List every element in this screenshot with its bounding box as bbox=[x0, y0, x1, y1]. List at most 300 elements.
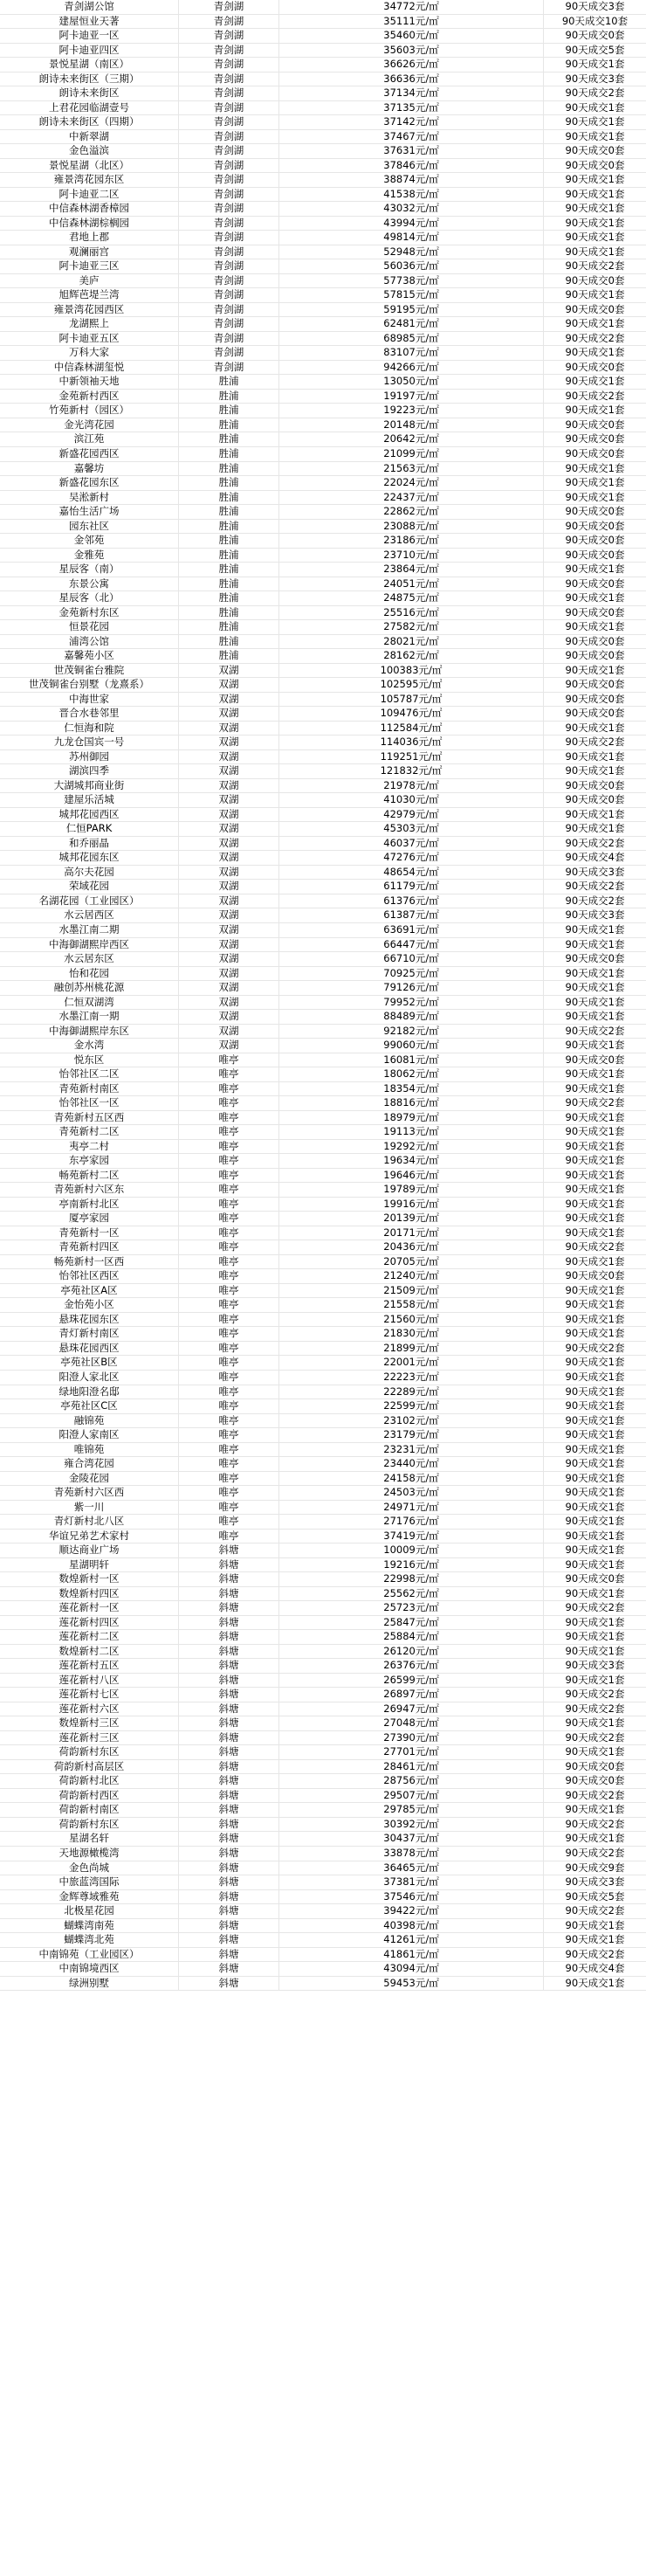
community-name-cell: 金苑新村东区 bbox=[0, 606, 179, 620]
unit-price-cell: 21830元/㎡ bbox=[279, 1327, 544, 1341]
unit-price-cell: 41861元/㎡ bbox=[279, 1948, 544, 1962]
table-row bbox=[0, 390, 646, 404]
table-row bbox=[0, 1861, 646, 1876]
district-cell: 双湖 bbox=[179, 1010, 279, 1024]
table-row bbox=[0, 1125, 646, 1140]
district-cell: 胜浦 bbox=[179, 505, 279, 519]
district-cell: 双湖 bbox=[179, 908, 279, 922]
community-name-cell: 中南锦苑（工业园区） bbox=[0, 1948, 179, 1962]
deals-90-days-cell: 90天成交2套 bbox=[565, 259, 625, 273]
deals-90-days-cell: 90天成交1套 bbox=[565, 721, 625, 734]
deals-90-days-cell: 90天成交1套 bbox=[565, 1716, 625, 1730]
deals-90-days-cell: 90天成交2套 bbox=[565, 1730, 625, 1744]
community-name-cell: 园东社区 bbox=[0, 520, 179, 534]
community-name-cell: 苏州御园 bbox=[0, 750, 179, 764]
deals-90-days-cell: 90天成交1套 bbox=[565, 1385, 625, 1398]
deals-90-days-cell: 90天成交1套 bbox=[565, 1226, 625, 1239]
deals-90-days-cell: 90天成交0套 bbox=[565, 1759, 625, 1772]
unit-price-cell: 36626元/㎡ bbox=[279, 58, 544, 72]
unit-price-cell: 24875元/㎡ bbox=[279, 591, 544, 605]
district-cell: 胜浦 bbox=[179, 418, 279, 432]
deals-90-days-cell: 90天成交1套 bbox=[565, 1168, 625, 1181]
district-cell: 双湖 bbox=[179, 736, 279, 749]
unit-price-cell: 46037元/㎡ bbox=[279, 837, 544, 851]
district-cell: 斜塘 bbox=[179, 1587, 279, 1601]
unit-price-cell: 61376元/㎡ bbox=[279, 894, 544, 908]
deals-90-days-cell: 90天成交3套 bbox=[565, 1659, 625, 1672]
table-row bbox=[0, 432, 646, 447]
deals-90-days-cell: 90天成交1套 bbox=[565, 1471, 625, 1484]
table-row bbox=[0, 101, 646, 116]
deals-90-days-cell: 90天成交0套 bbox=[565, 1269, 625, 1282]
table-row bbox=[0, 793, 646, 808]
unit-price-cell: 25562元/㎡ bbox=[279, 1587, 544, 1601]
deals-90-days-cell: 90天成交2套 bbox=[565, 389, 625, 402]
deals-90-days-cell: 90天成交1套 bbox=[565, 937, 625, 950]
deals-90-days-cell: 90天成交2套 bbox=[565, 1947, 625, 1960]
district-cell: 唯亭 bbox=[179, 1067, 279, 1081]
unit-price-cell: 27582元/㎡ bbox=[279, 620, 544, 634]
district-cell: 斜塘 bbox=[179, 1962, 279, 1976]
deals-90-days-cell: 90天成交0套 bbox=[565, 678, 625, 691]
district-cell: 斜塘 bbox=[179, 1789, 279, 1803]
district-cell: 胜浦 bbox=[179, 375, 279, 389]
unit-price-cell: 24503元/㎡ bbox=[279, 1486, 544, 1500]
deals-90-days-cell: 90天成交1套 bbox=[565, 764, 625, 777]
unit-price-cell: 18062元/㎡ bbox=[279, 1067, 544, 1081]
community-name-cell: 莲花新村七区 bbox=[0, 1688, 179, 1702]
table-row bbox=[0, 1472, 646, 1487]
unit-price-cell: 27390元/㎡ bbox=[279, 1731, 544, 1745]
district-cell: 唯亭 bbox=[179, 1342, 279, 1356]
table-row bbox=[0, 1803, 646, 1818]
table-row bbox=[0, 1284, 646, 1299]
table-row bbox=[0, 1745, 646, 1760]
district-cell: 唯亭 bbox=[179, 1486, 279, 1500]
unit-price-cell: 13050元/㎡ bbox=[279, 375, 544, 389]
district-cell: 唯亭 bbox=[179, 1226, 279, 1240]
deals-90-days-cell: 90天成交2套 bbox=[565, 836, 625, 849]
deals-90-days-cell: 90天成交0套 bbox=[565, 446, 625, 459]
unit-price-cell: 21899元/㎡ bbox=[279, 1342, 544, 1356]
community-name-cell: 大湖城邦商业街 bbox=[0, 779, 179, 793]
unit-price-cell: 25516元/㎡ bbox=[279, 606, 544, 620]
district-cell: 青剑湖 bbox=[179, 346, 279, 360]
district-cell: 斜塘 bbox=[179, 1948, 279, 1962]
table-row bbox=[0, 1067, 646, 1082]
table-row bbox=[0, 1486, 646, 1501]
table-row bbox=[0, 0, 646, 15]
district-cell: 青剑湖 bbox=[179, 188, 279, 202]
table-row bbox=[0, 1501, 646, 1516]
table-row bbox=[0, 1716, 646, 1731]
unit-price-cell: 40398元/㎡ bbox=[279, 1919, 544, 1933]
deals-90-days-cell: 90天成交1套 bbox=[565, 490, 625, 503]
community-name-cell: 新盛花园西区 bbox=[0, 447, 179, 461]
district-cell: 青剑湖 bbox=[179, 361, 279, 375]
deals-90-days-cell: 90天成交1套 bbox=[565, 129, 625, 142]
table-row bbox=[0, 144, 646, 159]
district-cell: 胜浦 bbox=[179, 390, 279, 404]
district-cell: 胜浦 bbox=[179, 606, 279, 620]
community-name-cell: 朗诗未来街区（三期） bbox=[0, 73, 179, 86]
community-name-cell: 荷韵新村北区 bbox=[0, 1774, 179, 1788]
deals-90-days-cell: 90天成交2套 bbox=[565, 1688, 625, 1701]
district-cell: 青剑湖 bbox=[179, 288, 279, 302]
district-cell: 唯亭 bbox=[179, 1169, 279, 1183]
table-row bbox=[0, 1154, 646, 1169]
deals-90-days-cell: 90天成交1套 bbox=[565, 1110, 625, 1123]
deals-90-days-cell: 90天成交2套 bbox=[565, 880, 625, 893]
deals-90-days-cell: 90天成交5套 bbox=[565, 1889, 625, 1903]
deals-90-days-cell: 90天成交1套 bbox=[565, 245, 625, 258]
unit-price-cell: 28756元/㎡ bbox=[279, 1774, 544, 1788]
community-name-cell: 雍景湾花园西区 bbox=[0, 303, 179, 317]
deals-90-days-cell: 90天成交2套 bbox=[565, 894, 625, 907]
deals-90-days-cell: 90天成交0套 bbox=[565, 360, 625, 373]
deals-90-days-cell: 90天成交1套 bbox=[565, 981, 625, 994]
community-name-cell: 青苑新村一区 bbox=[0, 1226, 179, 1240]
unit-price-cell: 37135元/㎡ bbox=[279, 101, 544, 115]
table-row bbox=[0, 808, 646, 823]
table-row bbox=[0, 1616, 646, 1631]
community-name-cell: 世茂铜雀台别墅（龙熹系） bbox=[0, 678, 179, 692]
community-name-cell: 唯锦苑 bbox=[0, 1443, 179, 1457]
table-row bbox=[0, 1818, 646, 1833]
community-name-cell: 世茂铜雀台雅院 bbox=[0, 664, 179, 678]
unit-price-cell: 112584元/㎡ bbox=[279, 722, 544, 736]
community-name-cell: 名湖花园（工业园区） bbox=[0, 894, 179, 908]
unit-price-cell: 22862元/㎡ bbox=[279, 505, 544, 519]
table-row bbox=[0, 491, 646, 506]
district-cell: 唯亭 bbox=[179, 1457, 279, 1471]
unit-price-cell: 35603元/㎡ bbox=[279, 44, 544, 58]
table-row bbox=[0, 764, 646, 779]
district-cell: 青剑湖 bbox=[179, 217, 279, 231]
district-cell: 斜塘 bbox=[179, 1731, 279, 1745]
district-cell: 双湖 bbox=[179, 722, 279, 736]
table-row bbox=[0, 173, 646, 188]
deals-90-days-cell: 90天成交1套 bbox=[565, 749, 625, 763]
table-row bbox=[0, 418, 646, 433]
unit-price-cell: 47276元/㎡ bbox=[279, 851, 544, 865]
table-row bbox=[0, 1399, 646, 1414]
district-cell: 胜浦 bbox=[179, 491, 279, 505]
unit-price-cell: 70925元/㎡ bbox=[279, 967, 544, 981]
table-row bbox=[0, 837, 646, 852]
district-cell: 双湖 bbox=[179, 822, 279, 836]
district-cell: 斜塘 bbox=[179, 1616, 279, 1630]
community-name-cell: 高尔夫花园 bbox=[0, 866, 179, 880]
community-name-cell: 荷韵新村东区 bbox=[0, 1818, 179, 1832]
table-row bbox=[0, 1082, 646, 1097]
community-name-cell: 阳澄人家南区 bbox=[0, 1428, 179, 1442]
deals-90-days-cell: 90天成交3套 bbox=[565, 1875, 625, 1889]
table-row bbox=[0, 1240, 646, 1255]
deals-90-days-cell: 90天成交0套 bbox=[565, 692, 625, 705]
district-cell: 胜浦 bbox=[179, 591, 279, 605]
district-cell: 斜塘 bbox=[179, 1875, 279, 1889]
deals-90-days-cell: 90天成交1套 bbox=[565, 1067, 625, 1081]
community-name-cell: 数煌新村四区 bbox=[0, 1587, 179, 1601]
unit-price-cell: 27701元/㎡ bbox=[279, 1745, 544, 1759]
deals-90-days-cell: 90天成交1套 bbox=[565, 288, 625, 301]
deals-90-days-cell: 90天成交1套 bbox=[565, 1529, 625, 1542]
unit-price-cell: 39422元/㎡ bbox=[279, 1904, 544, 1918]
community-name-cell: 阿卡迪亚一区 bbox=[0, 29, 179, 43]
deals-90-days-cell: 90天成交1套 bbox=[565, 1039, 625, 1052]
unit-price-cell: 36636元/㎡ bbox=[279, 73, 544, 86]
unit-price-cell: 29785元/㎡ bbox=[279, 1803, 544, 1817]
community-name-cell: 亭苑社区B区 bbox=[0, 1356, 179, 1370]
deals-90-days-cell: 90天成交1套 bbox=[565, 58, 625, 71]
unit-price-cell: 48654元/㎡ bbox=[279, 866, 544, 880]
table-row bbox=[0, 130, 646, 145]
community-name-cell: 朗诗未来街区 bbox=[0, 86, 179, 100]
unit-price-cell: 21509元/㎡ bbox=[279, 1284, 544, 1298]
unit-price-cell: 22998元/㎡ bbox=[279, 1572, 544, 1586]
community-name-cell: 中信森林湖香樟园 bbox=[0, 202, 179, 216]
unit-price-cell: 37381元/㎡ bbox=[279, 1875, 544, 1889]
table-row bbox=[0, 159, 646, 174]
community-name-cell: 青苑新村六区东 bbox=[0, 1183, 179, 1197]
unit-price-cell: 43032元/㎡ bbox=[279, 202, 544, 216]
unit-price-cell: 16081元/㎡ bbox=[279, 1053, 544, 1067]
unit-price-cell: 20642元/㎡ bbox=[279, 432, 544, 446]
unit-price-cell: 19197元/㎡ bbox=[279, 390, 544, 404]
community-name-cell: 嘉馨苑小区 bbox=[0, 649, 179, 663]
unit-price-cell: 37631元/㎡ bbox=[279, 144, 544, 158]
community-name-cell: 万科大家 bbox=[0, 346, 179, 360]
deals-90-days-cell: 90天成交1套 bbox=[565, 1212, 625, 1225]
district-cell: 双湖 bbox=[179, 923, 279, 937]
table-row bbox=[0, 1269, 646, 1284]
community-name-cell: 建屋乐活城 bbox=[0, 793, 179, 807]
table-row bbox=[0, 1774, 646, 1789]
deals-90-days-cell: 90天成交1套 bbox=[565, 966, 625, 979]
table-row bbox=[0, 288, 646, 303]
community-name-cell: 吴淞新村 bbox=[0, 491, 179, 505]
table-row bbox=[0, 317, 646, 332]
table-row bbox=[0, 1342, 646, 1357]
unit-price-cell: 42979元/㎡ bbox=[279, 808, 544, 822]
community-name-cell: 怡和花园 bbox=[0, 967, 179, 981]
district-cell: 唯亭 bbox=[179, 1313, 279, 1327]
deals-90-days-cell: 90天成交1套 bbox=[565, 476, 625, 489]
deals-90-days-cell: 90天成交0套 bbox=[565, 29, 625, 42]
table-row bbox=[0, 1587, 646, 1602]
table-row bbox=[0, 750, 646, 765]
table-row bbox=[0, 563, 646, 577]
district-cell: 双湖 bbox=[179, 693, 279, 707]
unit-price-cell: 57738元/㎡ bbox=[279, 274, 544, 288]
unit-price-cell: 37142元/㎡ bbox=[279, 115, 544, 129]
community-name-cell: 悦东区 bbox=[0, 1053, 179, 1067]
district-cell: 斜塘 bbox=[179, 1688, 279, 1702]
table-row bbox=[0, 1457, 646, 1472]
unit-price-cell: 66447元/㎡ bbox=[279, 938, 544, 952]
community-name-cell: 仁恒双湖湾 bbox=[0, 996, 179, 1010]
district-cell: 唯亭 bbox=[179, 1154, 279, 1168]
district-cell: 唯亭 bbox=[179, 1385, 279, 1399]
district-cell: 青剑湖 bbox=[179, 173, 279, 187]
deals-90-days-cell: 90天成交2套 bbox=[565, 1096, 625, 1109]
community-name-cell: 金陵花园 bbox=[0, 1472, 179, 1486]
community-name-cell: 星湖名轩 bbox=[0, 1832, 179, 1846]
district-cell: 双湖 bbox=[179, 938, 279, 952]
district-cell: 青剑湖 bbox=[179, 231, 279, 245]
table-row bbox=[0, 1226, 646, 1241]
table-row bbox=[0, 1025, 646, 1039]
table-row bbox=[0, 1414, 646, 1429]
unit-price-cell: 30437元/㎡ bbox=[279, 1832, 544, 1846]
table-row bbox=[0, 1039, 646, 1053]
unit-price-cell: 26120元/㎡ bbox=[279, 1645, 544, 1659]
deals-90-days-cell: 90天成交1套 bbox=[565, 1413, 625, 1426]
unit-price-cell: 26947元/㎡ bbox=[279, 1702, 544, 1716]
unit-price-cell: 59195元/㎡ bbox=[279, 303, 544, 317]
table-row bbox=[0, 375, 646, 390]
deals-90-days-cell: 90天成交1套 bbox=[565, 1370, 625, 1383]
deals-90-days-cell: 90天成交2套 bbox=[565, 736, 625, 749]
deals-90-days-cell: 90天成交2套 bbox=[565, 1904, 625, 1917]
deals-90-days-cell: 90天成交1套 bbox=[565, 1933, 625, 1946]
unit-price-cell: 21558元/㎡ bbox=[279, 1298, 544, 1312]
deals-90-days-cell: 90天成交1套 bbox=[565, 231, 625, 244]
table-row bbox=[0, 15, 646, 30]
table-row bbox=[0, 1674, 646, 1689]
district-cell: 胜浦 bbox=[179, 549, 279, 563]
table-row bbox=[0, 245, 646, 260]
table-row bbox=[0, 29, 646, 44]
unit-price-cell: 28461元/㎡ bbox=[279, 1760, 544, 1774]
district-cell: 斜塘 bbox=[179, 1832, 279, 1846]
deals-90-days-cell: 90天成交1套 bbox=[565, 100, 625, 114]
deals-90-days-cell: 90天成交1套 bbox=[565, 1183, 625, 1196]
community-name-cell: 中海御湖熙岸西区 bbox=[0, 938, 179, 952]
deals-90-days-cell: 90天成交2套 bbox=[565, 1240, 625, 1253]
table-row bbox=[0, 447, 646, 462]
deals-90-days-cell: 90天成交1套 bbox=[565, 1557, 625, 1571]
unit-price-cell: 94266元/㎡ bbox=[279, 361, 544, 375]
table-row bbox=[0, 981, 646, 996]
table-row bbox=[0, 202, 646, 217]
community-name-cell: 星辰客（北） bbox=[0, 591, 179, 605]
community-name-cell: 莲花新村六区 bbox=[0, 1702, 179, 1716]
table-row bbox=[0, 880, 646, 894]
district-cell: 双湖 bbox=[179, 866, 279, 880]
unit-price-cell: 20705元/㎡ bbox=[279, 1255, 544, 1269]
unit-price-cell: 26599元/㎡ bbox=[279, 1674, 544, 1688]
deals-90-days-cell: 90天成交1套 bbox=[565, 807, 625, 820]
table-row bbox=[0, 1255, 646, 1270]
unit-price-cell: 22001元/㎡ bbox=[279, 1356, 544, 1370]
community-name-cell: 青灯新村南区 bbox=[0, 1327, 179, 1341]
deals-90-days-cell: 90天成交1套 bbox=[565, 1428, 625, 1441]
district-cell: 青剑湖 bbox=[179, 15, 279, 29]
district-cell: 唯亭 bbox=[179, 1111, 279, 1125]
community-name-cell: 水墨江南一期 bbox=[0, 1010, 179, 1024]
unit-price-cell: 25847元/㎡ bbox=[279, 1616, 544, 1630]
table-row bbox=[0, 620, 646, 635]
table-row bbox=[0, 188, 646, 203]
unit-price-cell: 100383元/㎡ bbox=[279, 664, 544, 678]
table-row bbox=[0, 996, 646, 1011]
table-row bbox=[0, 1298, 646, 1313]
community-name-cell: 东亭家园 bbox=[0, 1154, 179, 1168]
deals-90-days-cell: 90天成交2套 bbox=[565, 1847, 625, 1859]
district-cell: 青剑湖 bbox=[179, 245, 279, 259]
table-row bbox=[0, 938, 646, 953]
deals-90-days-cell: 90天成交10套 bbox=[561, 14, 629, 27]
deals-90-days-cell: 90天成交1套 bbox=[565, 620, 625, 633]
deals-90-days-cell: 90天成交3套 bbox=[565, 865, 625, 878]
deals-90-days-cell: 90天成交0套 bbox=[565, 273, 625, 287]
community-name-cell: 景悦星湖（北区） bbox=[0, 159, 179, 173]
community-name-cell: 亭苑社区A区 bbox=[0, 1284, 179, 1298]
table-row bbox=[0, 1371, 646, 1385]
deals-90-days-cell: 90天成交1套 bbox=[565, 1586, 625, 1599]
deals-90-days-cell: 90天成交1套 bbox=[565, 1154, 625, 1167]
unit-price-cell: 21240元/㎡ bbox=[279, 1269, 544, 1283]
table-row bbox=[0, 1572, 646, 1587]
deals-90-days-cell: 90天成交0套 bbox=[565, 519, 625, 532]
district-cell: 双湖 bbox=[179, 981, 279, 995]
district-cell: 唯亭 bbox=[179, 1399, 279, 1413]
deals-90-days-cell: 90天成交1套 bbox=[565, 115, 625, 128]
deals-90-days-cell: 90天成交1套 bbox=[565, 1399, 625, 1412]
deals-90-days-cell: 90天成交0套 bbox=[565, 534, 625, 547]
unit-price-cell: 26376元/㎡ bbox=[279, 1659, 544, 1673]
deals-90-days-cell: 90天成交1套 bbox=[565, 1312, 625, 1325]
table-row bbox=[0, 1385, 646, 1400]
community-name-cell: 荷韵新村南区 bbox=[0, 1803, 179, 1817]
table-row bbox=[0, 217, 646, 231]
district-cell: 青剑湖 bbox=[179, 44, 279, 58]
district-cell: 双湖 bbox=[179, 779, 279, 793]
table-row bbox=[0, 649, 646, 664]
community-name-cell: 美庐 bbox=[0, 274, 179, 288]
district-cell: 双湖 bbox=[179, 808, 279, 822]
deals-90-days-cell: 90天成交0套 bbox=[565, 1053, 625, 1066]
unit-price-cell: 121832元/㎡ bbox=[279, 764, 544, 778]
unit-price-cell: 20436元/㎡ bbox=[279, 1240, 544, 1254]
district-cell: 斜塘 bbox=[179, 1716, 279, 1730]
deals-90-days-cell: 90天成交1套 bbox=[565, 317, 625, 330]
unit-price-cell: 25884元/㎡ bbox=[279, 1630, 544, 1644]
district-cell: 青剑湖 bbox=[179, 259, 279, 273]
unit-price-cell: 19216元/㎡ bbox=[279, 1558, 544, 1572]
unit-price-cell: 21099元/㎡ bbox=[279, 447, 544, 461]
district-cell: 唯亭 bbox=[179, 1428, 279, 1442]
unit-price-cell: 19789元/㎡ bbox=[279, 1183, 544, 1197]
table-row bbox=[0, 822, 646, 837]
table-row bbox=[0, 231, 646, 245]
unit-price-cell: 19223元/㎡ bbox=[279, 404, 544, 418]
unit-price-cell: 10009元/㎡ bbox=[279, 1544, 544, 1557]
community-name-cell: 金苑新村西区 bbox=[0, 390, 179, 404]
district-cell: 胜浦 bbox=[179, 534, 279, 548]
deals-90-days-cell: 90天成交1套 bbox=[565, 404, 625, 417]
community-name-cell: 金雅苑 bbox=[0, 549, 179, 563]
community-name-cell: 东景公寓 bbox=[0, 577, 179, 591]
community-name-cell: 数煌新村一区 bbox=[0, 1572, 179, 1586]
deals-90-days-cell: 90天成交1套 bbox=[565, 1139, 625, 1152]
district-cell: 唯亭 bbox=[179, 1125, 279, 1139]
table-row bbox=[0, 1111, 646, 1126]
table-row bbox=[0, 1977, 646, 1992]
table-row bbox=[0, 361, 646, 376]
